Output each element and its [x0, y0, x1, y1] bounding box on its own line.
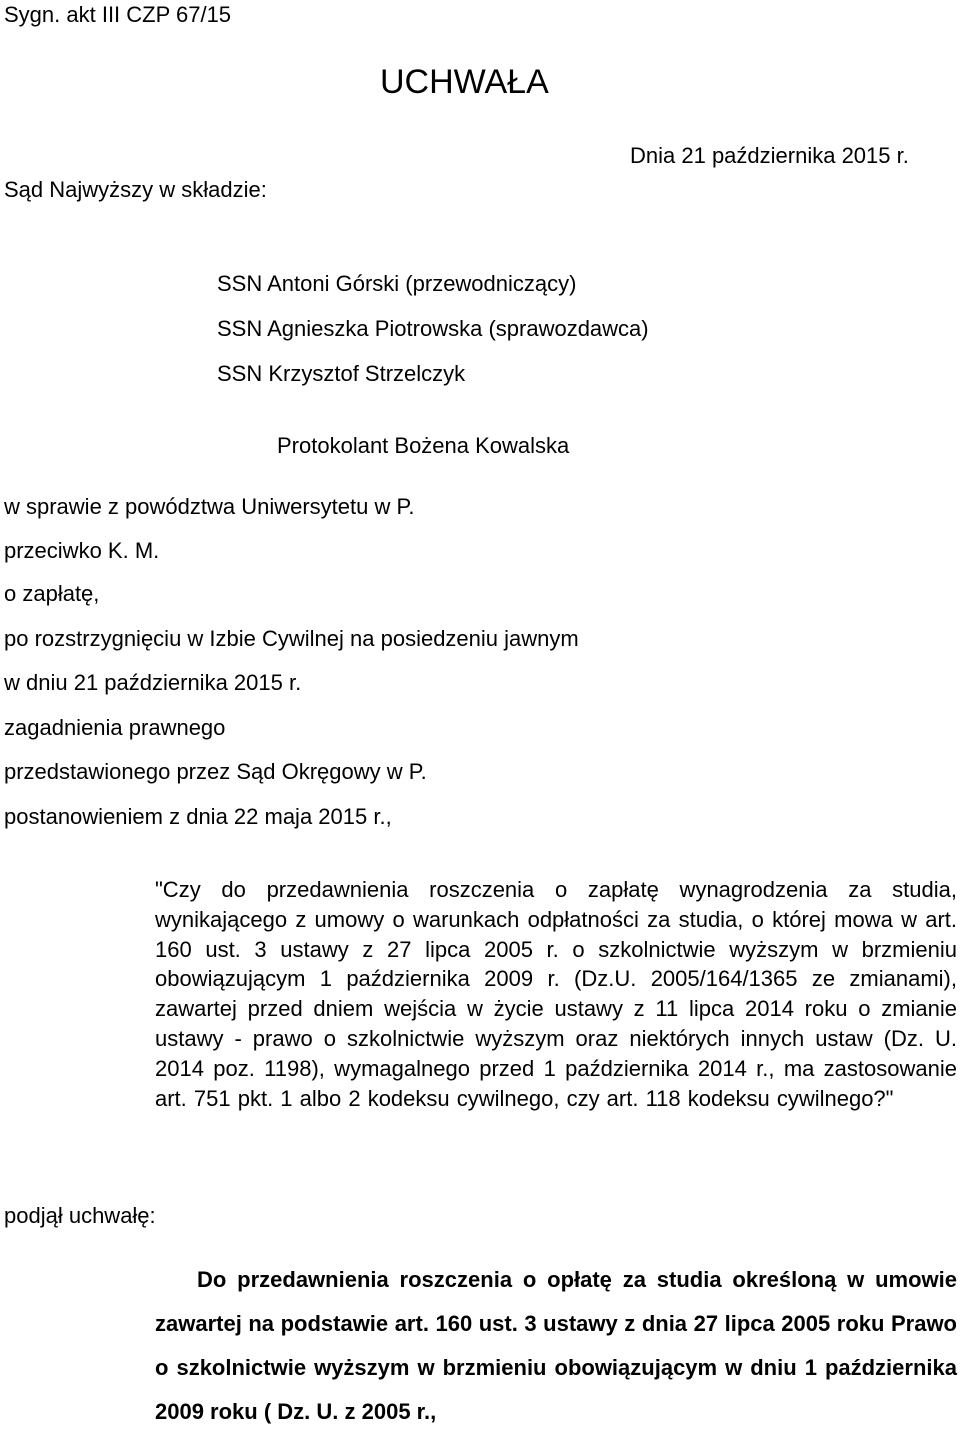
decision-date: Dnia 21 października 2015 r.	[630, 143, 909, 168]
case-line: przeciwko K. M.	[4, 538, 160, 563]
case-line: postanowieniem z dnia 22 maja 2015 r.,	[4, 804, 392, 829]
court-clerk: Protokolant Bożena Kowalska	[277, 433, 570, 458]
case-signature: Sygn. akt III CZP 67/15	[4, 2, 232, 27]
case-line: o zapłatę,	[4, 581, 100, 606]
case-line: po rozstrzygnięciu w Izbie Cywilnej na posiedzeniu jawnym	[4, 626, 579, 651]
resolution-label: podjął uchwałę:	[4, 1203, 156, 1228]
case-line: w sprawie z powództwa Uniwersytetu w P.	[4, 494, 415, 519]
case-line: zagadnienia prawnego	[4, 715, 226, 740]
court-composition-label: Sąd Najwyższy w składzie:	[4, 177, 267, 202]
document-title: UCHWAŁA	[380, 63, 549, 101]
case-line: w dniu 21 października 2015 r.	[4, 670, 302, 695]
case-line: przedstawionego przez Sąd Okręgowy w P.	[4, 759, 427, 784]
judge-rapporteur: SSN Agnieszka Piotrowska (sprawozdawca)	[217, 316, 649, 341]
legal-question: "Czy do przedawnienia roszczenia o zapłatę wynagrodzenia za studia, wynikającego z umowy o warunkach odpłatności za studia, o której mowa w art. 160 ust. 3 ustawy z 27 lipca 2005 r. o szkolnictwie wyższym w brzmieniu obowiązującym 1 października 2009 r. (Dz.U. 2005/164/1365 ze zmianami), zawartej przed dniem wejścia w życie ustawy z 11 lipca 2014 roku o zmianie ustawy - prawo o szkolnictwie wyższym oraz niektórych innych ustaw (Dz. U. 2014 poz. 1198), wymagalnego przed 1 października 2014 r., ma zastosowanie art. 751 pkt. 1 albo 2 kodeksu cywilnego, czy art. 118 kodeksu cywilnego?"	[155, 877, 957, 1111]
judge-presiding: SSN Antoni Górski (przewodniczący)	[217, 271, 577, 296]
resolution-text: Do przedawnienia roszczenia o opłatę za studia określoną w umowie zawartej na podstawie art. 160 ust. 3 ustawy z dnia 27 lipca 2005 roku Prawo o szkolnictwie wyższym w brzmieniu obowiązującym w dniu 1 października 2009 roku ( Dz. U. z 2005 r.,	[155, 1267, 957, 1424]
judge-member: SSN Krzysztof Strzelczyk	[217, 361, 466, 386]
